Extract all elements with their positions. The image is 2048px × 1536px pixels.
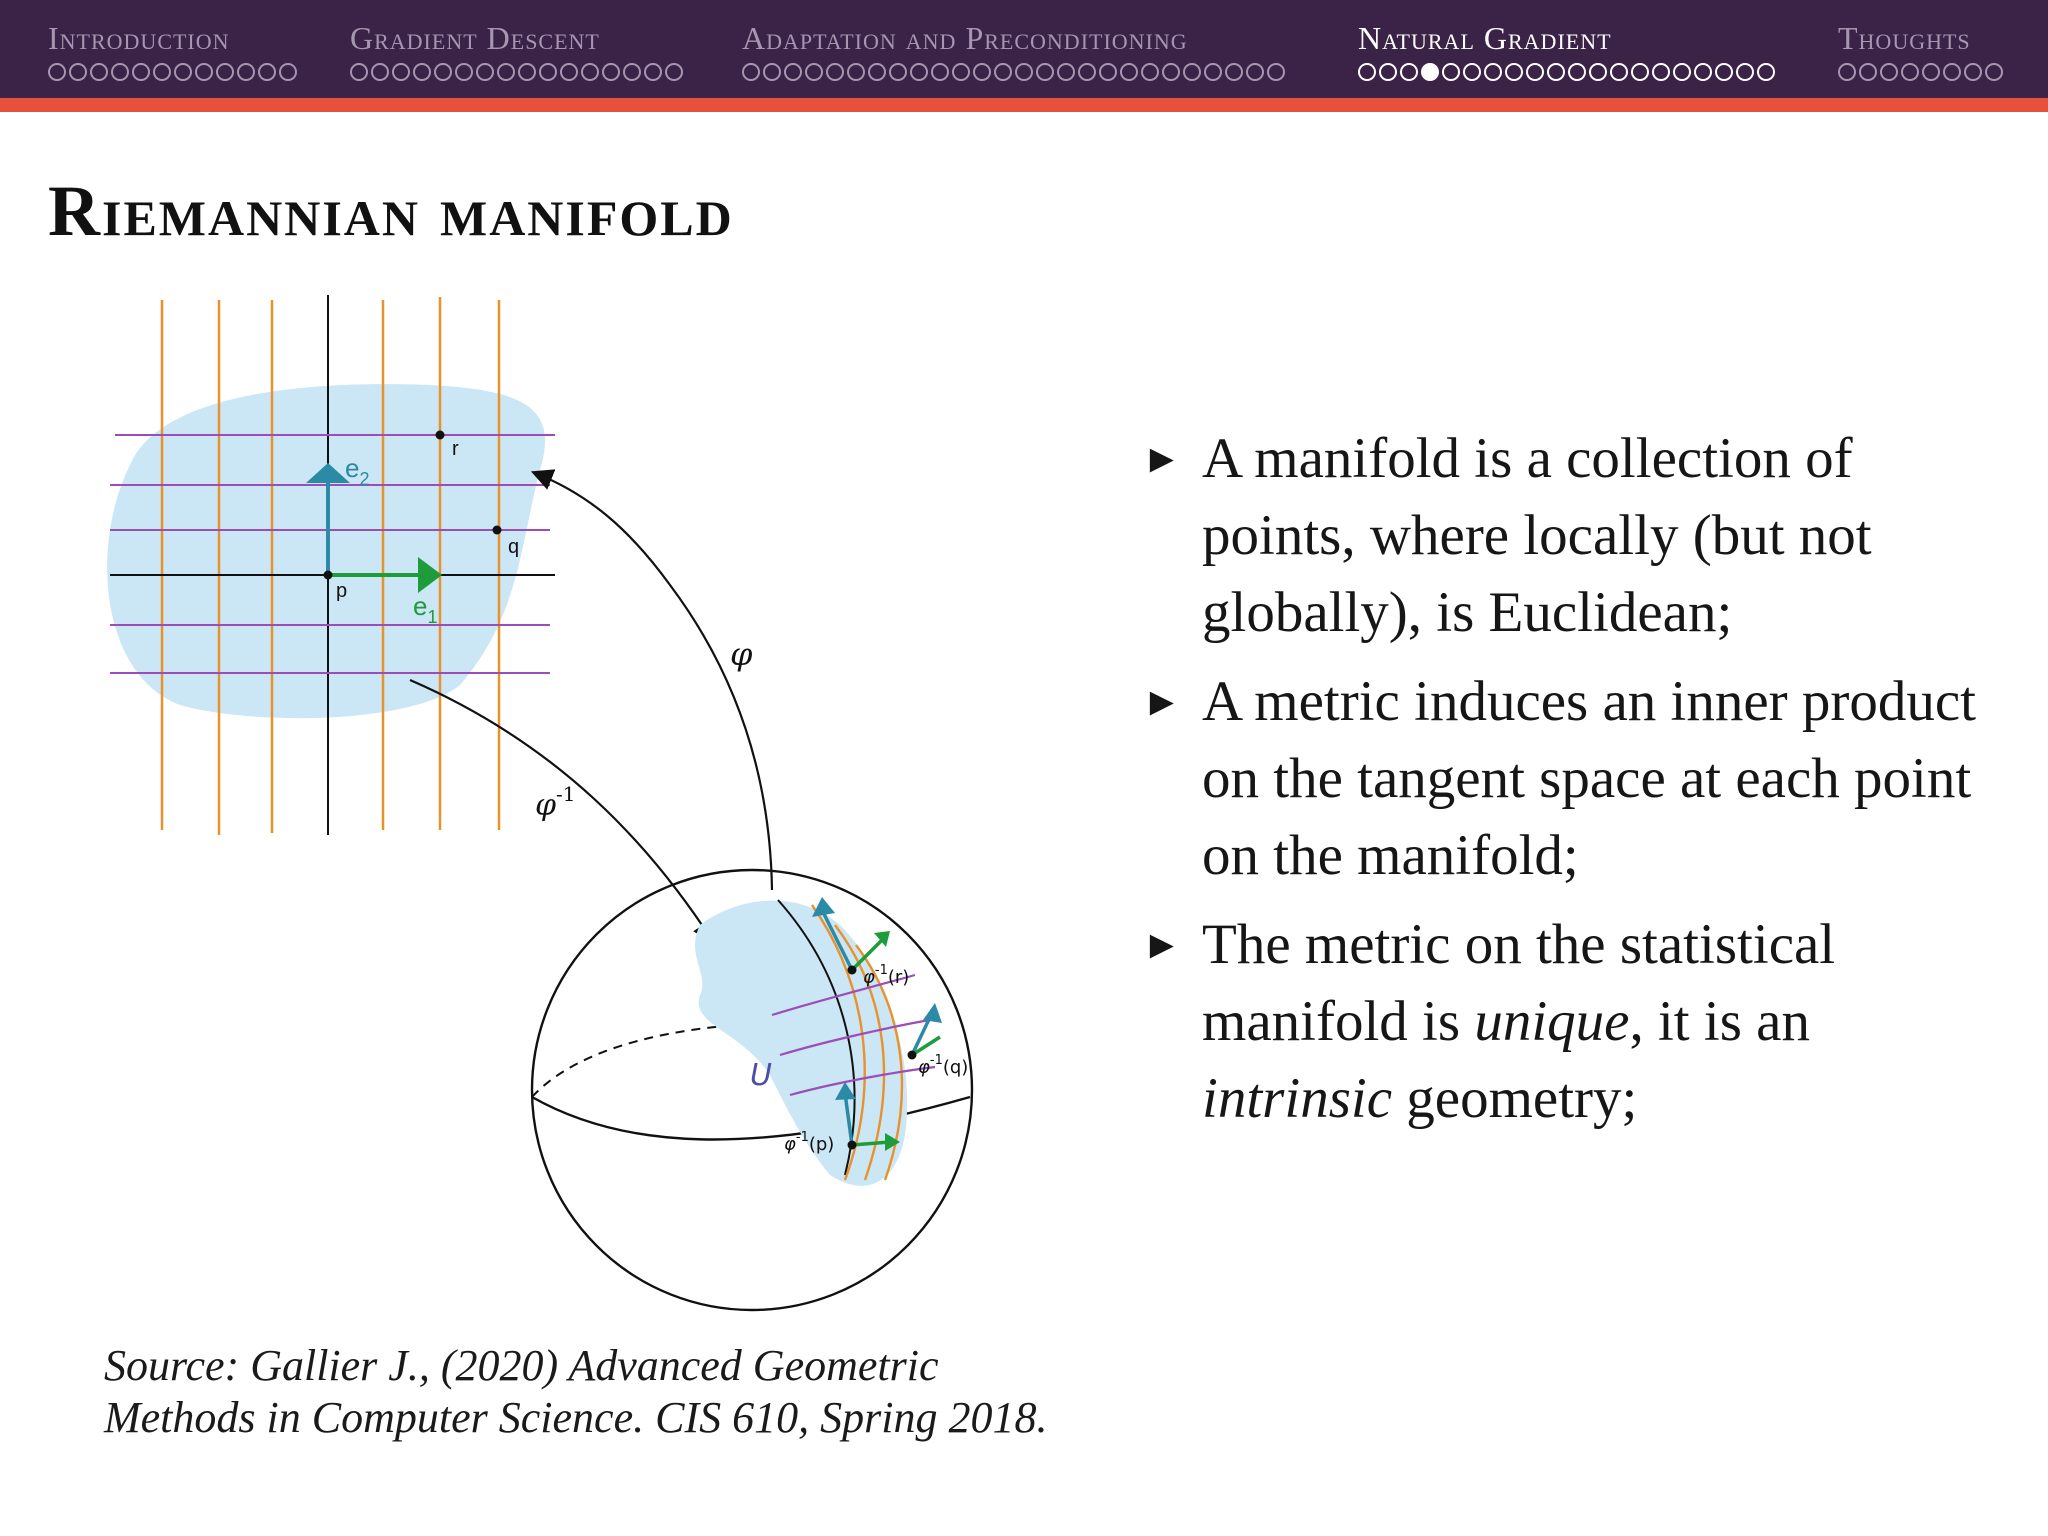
bullet-text-part: The metric on the statistical manifold is <box>1202 913 1836 1053</box>
slide-dot[interactable] <box>1589 63 1607 81</box>
nav-section-label: Gradient Descent <box>350 20 600 56</box>
slide-dot[interactable] <box>476 63 494 81</box>
nav-progress-dots[interactable] <box>350 63 683 81</box>
slide-dot[interactable] <box>1057 63 1075 81</box>
slide-dot[interactable] <box>434 63 452 81</box>
slide-dot[interactable] <box>518 63 536 81</box>
slide-dot[interactable] <box>237 63 255 81</box>
nav-section-introduction[interactable] <box>48 20 297 81</box>
slide-dot[interactable] <box>847 63 865 81</box>
label-phi-inverse-r: $\varphi^{-1}(r)$ <box>863 963 910 988</box>
slide-dot[interactable] <box>973 63 991 81</box>
slide-dot[interactable] <box>826 63 844 81</box>
emphasis-unique: unique <box>1474 990 1630 1053</box>
slide-dot[interactable] <box>195 63 213 81</box>
slide-dot[interactable] <box>889 63 907 81</box>
slide-dot[interactable] <box>644 63 662 81</box>
slide-dot[interactable] <box>952 63 970 81</box>
slide-dot[interactable] <box>1204 63 1222 81</box>
bullet-text <box>1202 913 1835 1130</box>
slide-dot[interactable] <box>1358 63 1376 81</box>
slide-dot[interactable] <box>868 63 886 81</box>
slide-dot[interactable] <box>1015 63 1033 81</box>
slide-dot[interactable] <box>455 63 473 81</box>
navigation-bar <box>0 0 2048 98</box>
nav-section-adaptation[interactable] <box>742 20 1285 81</box>
slide-dot[interactable] <box>1610 63 1628 81</box>
source-line: Source: Gallier J., (2020) Advanced Geometric <box>104 1341 939 1390</box>
slide-dot[interactable] <box>1505 63 1523 81</box>
slide-dot[interactable] <box>1838 63 1856 81</box>
slide-dot[interactable] <box>1183 63 1201 81</box>
label-e1: $e_1$ <box>413 591 438 627</box>
slide-dot[interactable] <box>1652 63 1670 81</box>
emphasis-intrinsic: intrinsic <box>1202 1067 1393 1130</box>
slide-dot[interactable] <box>665 63 683 81</box>
slide-dot[interactable] <box>69 63 87 81</box>
label-phi-inverse-q: $\varphi^{-1}(q)$ <box>918 1053 969 1078</box>
slide-dot[interactable] <box>1078 63 1096 81</box>
slide-dot[interactable] <box>279 63 297 81</box>
slide-dot[interactable] <box>1526 63 1544 81</box>
slide-dot[interactable] <box>1442 63 1460 81</box>
label-q: q <box>508 536 520 558</box>
bullet-text-part: geometry; <box>1392 1067 1638 1130</box>
slide-dot[interactable] <box>1631 63 1649 81</box>
slide-dot[interactable] <box>1859 63 1877 81</box>
slide-dot[interactable] <box>1162 63 1180 81</box>
sphere-point-p <box>848 1141 857 1150</box>
source-citation <box>104 1340 1064 1444</box>
slide-dot[interactable] <box>1267 63 1285 81</box>
slide-dot[interactable] <box>560 63 578 81</box>
source-line: Methods in Computer Science. CIS 610, Spring 2018. <box>104 1393 1048 1442</box>
slide-dot[interactable] <box>132 63 150 81</box>
triangle-bullet-icon: ► <box>1142 679 1182 724</box>
slide-dot[interactable] <box>1484 63 1502 81</box>
nav-progress-dots[interactable] <box>1358 63 1775 81</box>
slide-dot[interactable] <box>48 63 66 81</box>
manifold-diagram <box>100 285 1000 1325</box>
slide-dot[interactable] <box>581 63 599 81</box>
bullet-text: A manifold is a collection of points, where locally (but not globally), is Euclidean; <box>1202 427 1872 644</box>
slide-dot[interactable] <box>742 63 760 81</box>
slide-dot[interactable] <box>1120 63 1138 81</box>
nav-section-natural-gradient[interactable] <box>1358 20 1775 81</box>
slide-dot[interactable] <box>258 63 276 81</box>
slide-dot[interactable] <box>1547 63 1565 81</box>
sphere-point-r <box>848 966 857 975</box>
slide-dot[interactable] <box>1922 63 1940 81</box>
nav-progress-dots[interactable] <box>742 63 1285 81</box>
point-p <box>324 571 333 580</box>
phi-arrow <box>535 473 772 890</box>
slide-dot[interactable] <box>1225 63 1243 81</box>
point-q <box>493 526 502 535</box>
bullet-text-part: , it is an <box>1629 990 1810 1053</box>
slide-dot[interactable] <box>910 63 928 81</box>
slide-dot[interactable] <box>931 63 949 81</box>
slide-dot[interactable] <box>497 63 515 81</box>
slide-dot[interactable] <box>1757 63 1775 81</box>
slide-dot[interactable] <box>1736 63 1754 81</box>
slide-dot[interactable] <box>1985 63 2003 81</box>
slide-dot[interactable] <box>1246 63 1264 81</box>
slide-dot[interactable] <box>1964 63 1982 81</box>
slide-dot[interactable] <box>784 63 802 81</box>
manifold-figure <box>100 285 1000 1325</box>
slide-dot[interactable] <box>602 63 620 81</box>
label-e2: $e_2$ <box>345 453 370 489</box>
triangle-bullet-icon: ► <box>1142 436 1182 481</box>
slide-dot[interactable] <box>623 63 641 81</box>
label-phi-inverse: $\varphi^{-1}$ <box>535 782 576 823</box>
slide-dot[interactable] <box>763 63 781 81</box>
slide-title: Riemannian manifold <box>48 171 734 251</box>
slide-dot[interactable] <box>1568 63 1586 81</box>
slide-dot[interactable] <box>994 63 1012 81</box>
slide-dot[interactable] <box>1880 63 1898 81</box>
slide-dot[interactable] <box>1715 63 1733 81</box>
slide-dot[interactable] <box>539 63 557 81</box>
current-slide-dot[interactable] <box>1421 63 1439 81</box>
slide-dot[interactable] <box>1099 63 1117 81</box>
slide-dot[interactable] <box>350 63 368 81</box>
slide-dot[interactable] <box>153 63 171 81</box>
nav-section-label: Thoughts <box>1838 20 1971 56</box>
slide-dot[interactable] <box>1036 63 1054 81</box>
nav-section-label: Introduction <box>48 20 230 56</box>
slide-dot[interactable] <box>1379 63 1397 81</box>
bullet-item <box>1140 663 2000 894</box>
slide-dot[interactable] <box>174 63 192 81</box>
nav-section-thoughts[interactable] <box>1838 20 2003 81</box>
phi-inverse-arrow <box>410 680 712 940</box>
slide-dot[interactable] <box>1943 63 1961 81</box>
nav-progress-dots[interactable] <box>48 63 297 81</box>
slide-dot[interactable] <box>805 63 823 81</box>
label-phi: φ <box>730 635 753 673</box>
bullet-item <box>1140 420 2000 651</box>
slide-dot[interactable] <box>1463 63 1481 81</box>
slide-dot[interactable] <box>216 63 234 81</box>
accent-divider <box>0 98 2048 112</box>
nav-section-gradient-descent[interactable] <box>350 20 683 81</box>
slide-dot[interactable] <box>1673 63 1691 81</box>
bullet-item <box>1140 906 2000 1137</box>
slide-dot[interactable] <box>90 63 108 81</box>
nav-section-label: Adaptation and Preconditioning <box>742 20 1188 56</box>
slide-dot[interactable] <box>413 63 431 81</box>
label-r: r <box>452 438 459 460</box>
sphere-point-q <box>908 1051 917 1060</box>
slide-dot[interactable] <box>1400 63 1418 81</box>
slide-dot[interactable] <box>1141 63 1159 81</box>
bullet-text: A metric induces an inner product on the tangent space at each point on the manifold; <box>1202 670 1977 887</box>
point-r <box>436 431 445 440</box>
triangle-bullet-icon: ► <box>1142 922 1182 967</box>
nav-progress-dots[interactable] <box>1838 63 2003 81</box>
label-u: U <box>750 1058 772 1093</box>
slide-dot[interactable] <box>1901 63 1919 81</box>
label-phi-inverse-p: $\varphi^{-1}(p)$ <box>784 1130 835 1155</box>
bullet-list <box>1140 420 2000 1149</box>
slide-dot[interactable] <box>392 63 410 81</box>
slide-dot[interactable] <box>371 63 389 81</box>
slide-dot[interactable] <box>1694 63 1712 81</box>
slide-dot[interactable] <box>111 63 129 81</box>
nav-section-label: Natural Gradient <box>1358 20 1612 56</box>
label-p: p <box>336 580 348 602</box>
